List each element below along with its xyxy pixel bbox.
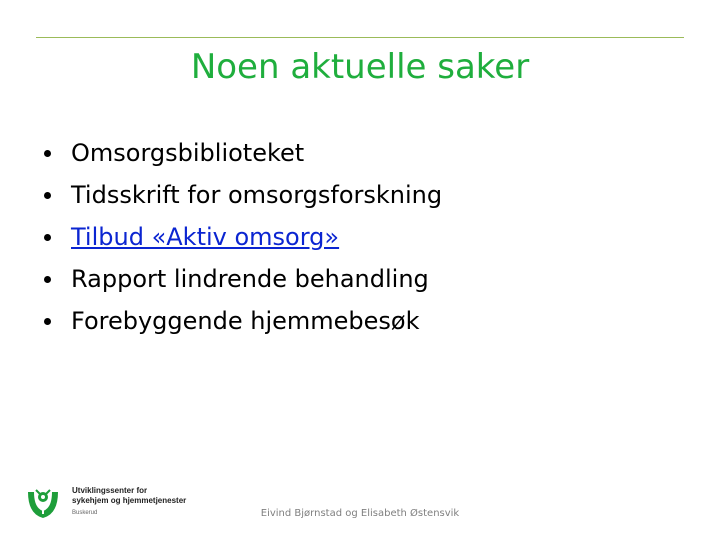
- bullet-icon: [44, 150, 51, 157]
- top-divider: [36, 37, 684, 38]
- bullet-text: Forebyggende hjemmebesøk: [71, 307, 420, 335]
- bullet-item: [44, 132, 442, 174]
- logo-line-2: sykehjem og hjemmetjenester: [72, 496, 187, 505]
- bullet-text: Omsorgsbiblioteket: [71, 139, 305, 167]
- bullet-item: [44, 258, 442, 300]
- bullet-item: [44, 174, 442, 216]
- bullet-item: [44, 216, 442, 258]
- bullet-icon: [44, 234, 51, 241]
- bullet-item: [44, 300, 442, 342]
- logo-region: Buskerud: [72, 510, 98, 516]
- bullet-list: [44, 132, 442, 342]
- slide-title: Noen aktuelle saker: [190, 47, 530, 87]
- bullet-text: Rapport lindrende behandling: [71, 265, 429, 293]
- logo-line-1: Utviklingssenter for: [72, 486, 148, 495]
- bullet-icon: [44, 318, 51, 325]
- bullet-icon: [44, 276, 51, 283]
- footer-authors: Eivind Bjørnstad og Elisabeth Østensvik: [260, 508, 460, 519]
- bullet-text: Tidsskrift for omsorgsforskning: [71, 181, 443, 209]
- logo-name: [72, 486, 186, 506]
- aktiv-omsorg-link[interactable]: Tilbud «Aktiv omsorg»: [71, 223, 340, 251]
- bullet-icon: [44, 192, 51, 199]
